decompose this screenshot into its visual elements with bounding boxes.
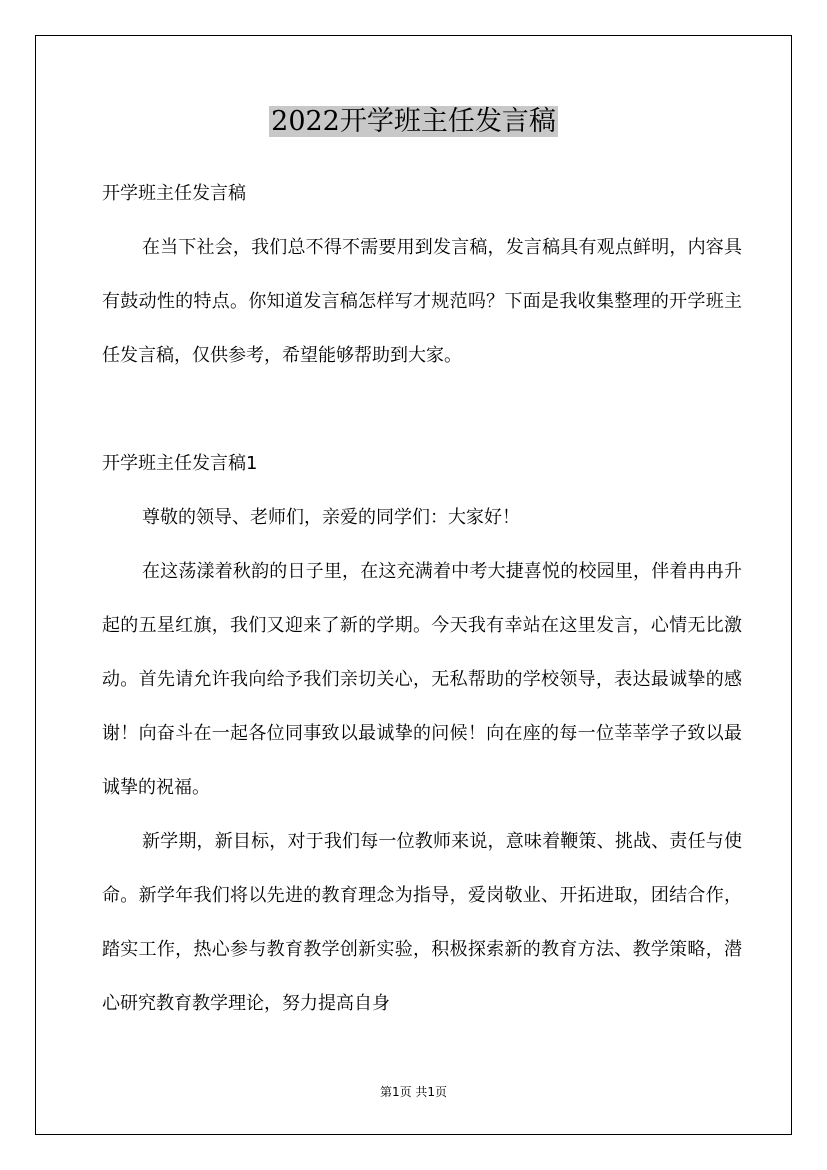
document-title-text: 2022开学班主任发言稿 — [271, 106, 556, 137]
greeting-paragraph: 尊敬的领导、老师们，亲爱的同学们：大家好！ — [142, 507, 520, 528]
body-paragraph-1: 在这荡漾着秋韵的日子里，在这充满着中考大捷喜悦的校园里，伴着冉冉升起的五星红旗，我们又迎来了新的学期。今天我有幸站在这里发言，心情无比激动。首先请允许我向给予我们亲切关心，无私帮助的学校领导，表达最诚挚的感谢！向奋斗在一起各位同事致以最诚挚的问候！向在座的每一位莘莘学子致以最诚挚的祝福。 — [102, 561, 742, 798]
subtitle: 开学班主任发言稿 — [102, 183, 246, 204]
intro-paragraph: 在当下社会，我们总不得不需要用到发言稿，发言稿具有观点鲜明，内容具有鼓动性的特点。你知道发言稿怎样写才规范吗？下面是我收集整理的开学班主任发言稿，仅供参考，希望能够帮助到大家。 — [102, 237, 742, 366]
body-paragraph-2: 新学期，新目标，对于我们每一位教师来说，意味着鞭策、挑战、责任与使命。新学年我们将以先进的教育理念为指导，爱岗敬业、开拓进取，团结合作，踏实工作，热心参与教育教学创新实验，积极探索新的教育方法、教学策略，潜心研究教育教学理论，努力提高自身 — [102, 831, 742, 1014]
document-title — [0, 103, 827, 141]
page-number-footer: 第1页 共1页 — [379, 1085, 448, 1099]
section-heading: 开学班主任发言稿1 — [102, 453, 258, 474]
